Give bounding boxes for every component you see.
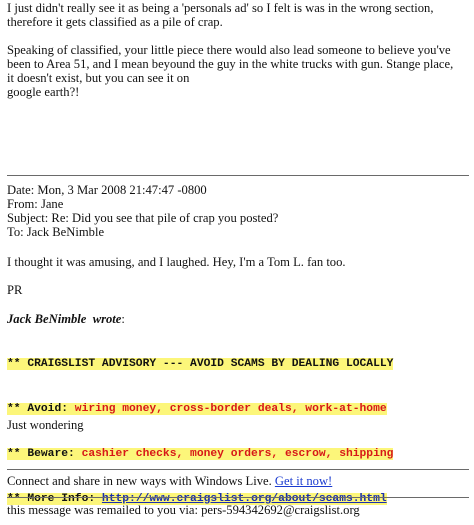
message-header: [7, 183, 470, 239]
advisory-avoid-label: ** Avoid:: [7, 403, 75, 415]
header-subject: Subject: Re: Did you see that pile of crap you posted?: [7, 211, 279, 225]
quote-colon: :: [121, 312, 125, 326]
windows-live-text: Connect and share in new ways with Windows Live.: [7, 474, 275, 488]
text-line: it doesn't exist, but you can see it on: [7, 71, 190, 85]
text-line: Speaking of classified, your little piece there would also lead someone to believe you've: [7, 43, 451, 57]
text-line: therefore it gets classified as a pile of crap.: [7, 15, 223, 29]
header-from: From: Jane: [7, 197, 64, 211]
intro-paragraph-2: [7, 43, 470, 99]
intro-paragraph-1: [7, 1, 470, 29]
divider: [7, 497, 469, 498]
advisory-beware-label: ** Beware:: [7, 448, 82, 460]
reply-body: I thought it was amusing, and I laughed. Hey, I'm a Tom L. fan too.: [7, 255, 346, 269]
advisory-info-link[interactable]: http://www.craigslist.org/about/scams.html: [101, 493, 387, 505]
get-it-now-link[interactable]: Get it now!: [274, 474, 333, 488]
header-to: To: Jack BeNimble: [7, 225, 105, 239]
advisory-title: ** CRAIGSLIST ADVISORY --- AVOID SCAMS BY DEALING LOCALLY: [7, 358, 394, 370]
windows-live-footer: [7, 474, 470, 488]
advisory-avoid-value: wiring money, cross-border deals, work-at-home: [74, 403, 387, 415]
header-date: Date: Mon, 3 Mar 2008 21:47:47 -0800: [7, 183, 207, 197]
reply-initials: PR: [7, 283, 23, 297]
advisory-beware-value: cashier checks, money orders, escrow, shipping: [81, 448, 394, 460]
divider: [7, 469, 469, 470]
quote-attribution: [7, 312, 470, 326]
text-line: google earth?!: [7, 85, 80, 99]
text-line: I just didn't really see it as being a 'personals ad' so I felt is was in the wrong section,: [7, 1, 434, 15]
advisory-info-label: ** More Info:: [7, 493, 102, 505]
quote-wrote: wrote: [92, 312, 122, 326]
divider: [7, 175, 469, 176]
quote-author: Jack BeNimble: [7, 312, 87, 326]
remail-notice: this message was remailed to you via: pers-594342692@craigslist.org: [7, 503, 360, 517]
closing-line: Just wondering: [7, 418, 84, 432]
text-line: been to Area 51, and I mean beyound the guy in the white trucks with gun. Stange place,: [7, 57, 454, 71]
